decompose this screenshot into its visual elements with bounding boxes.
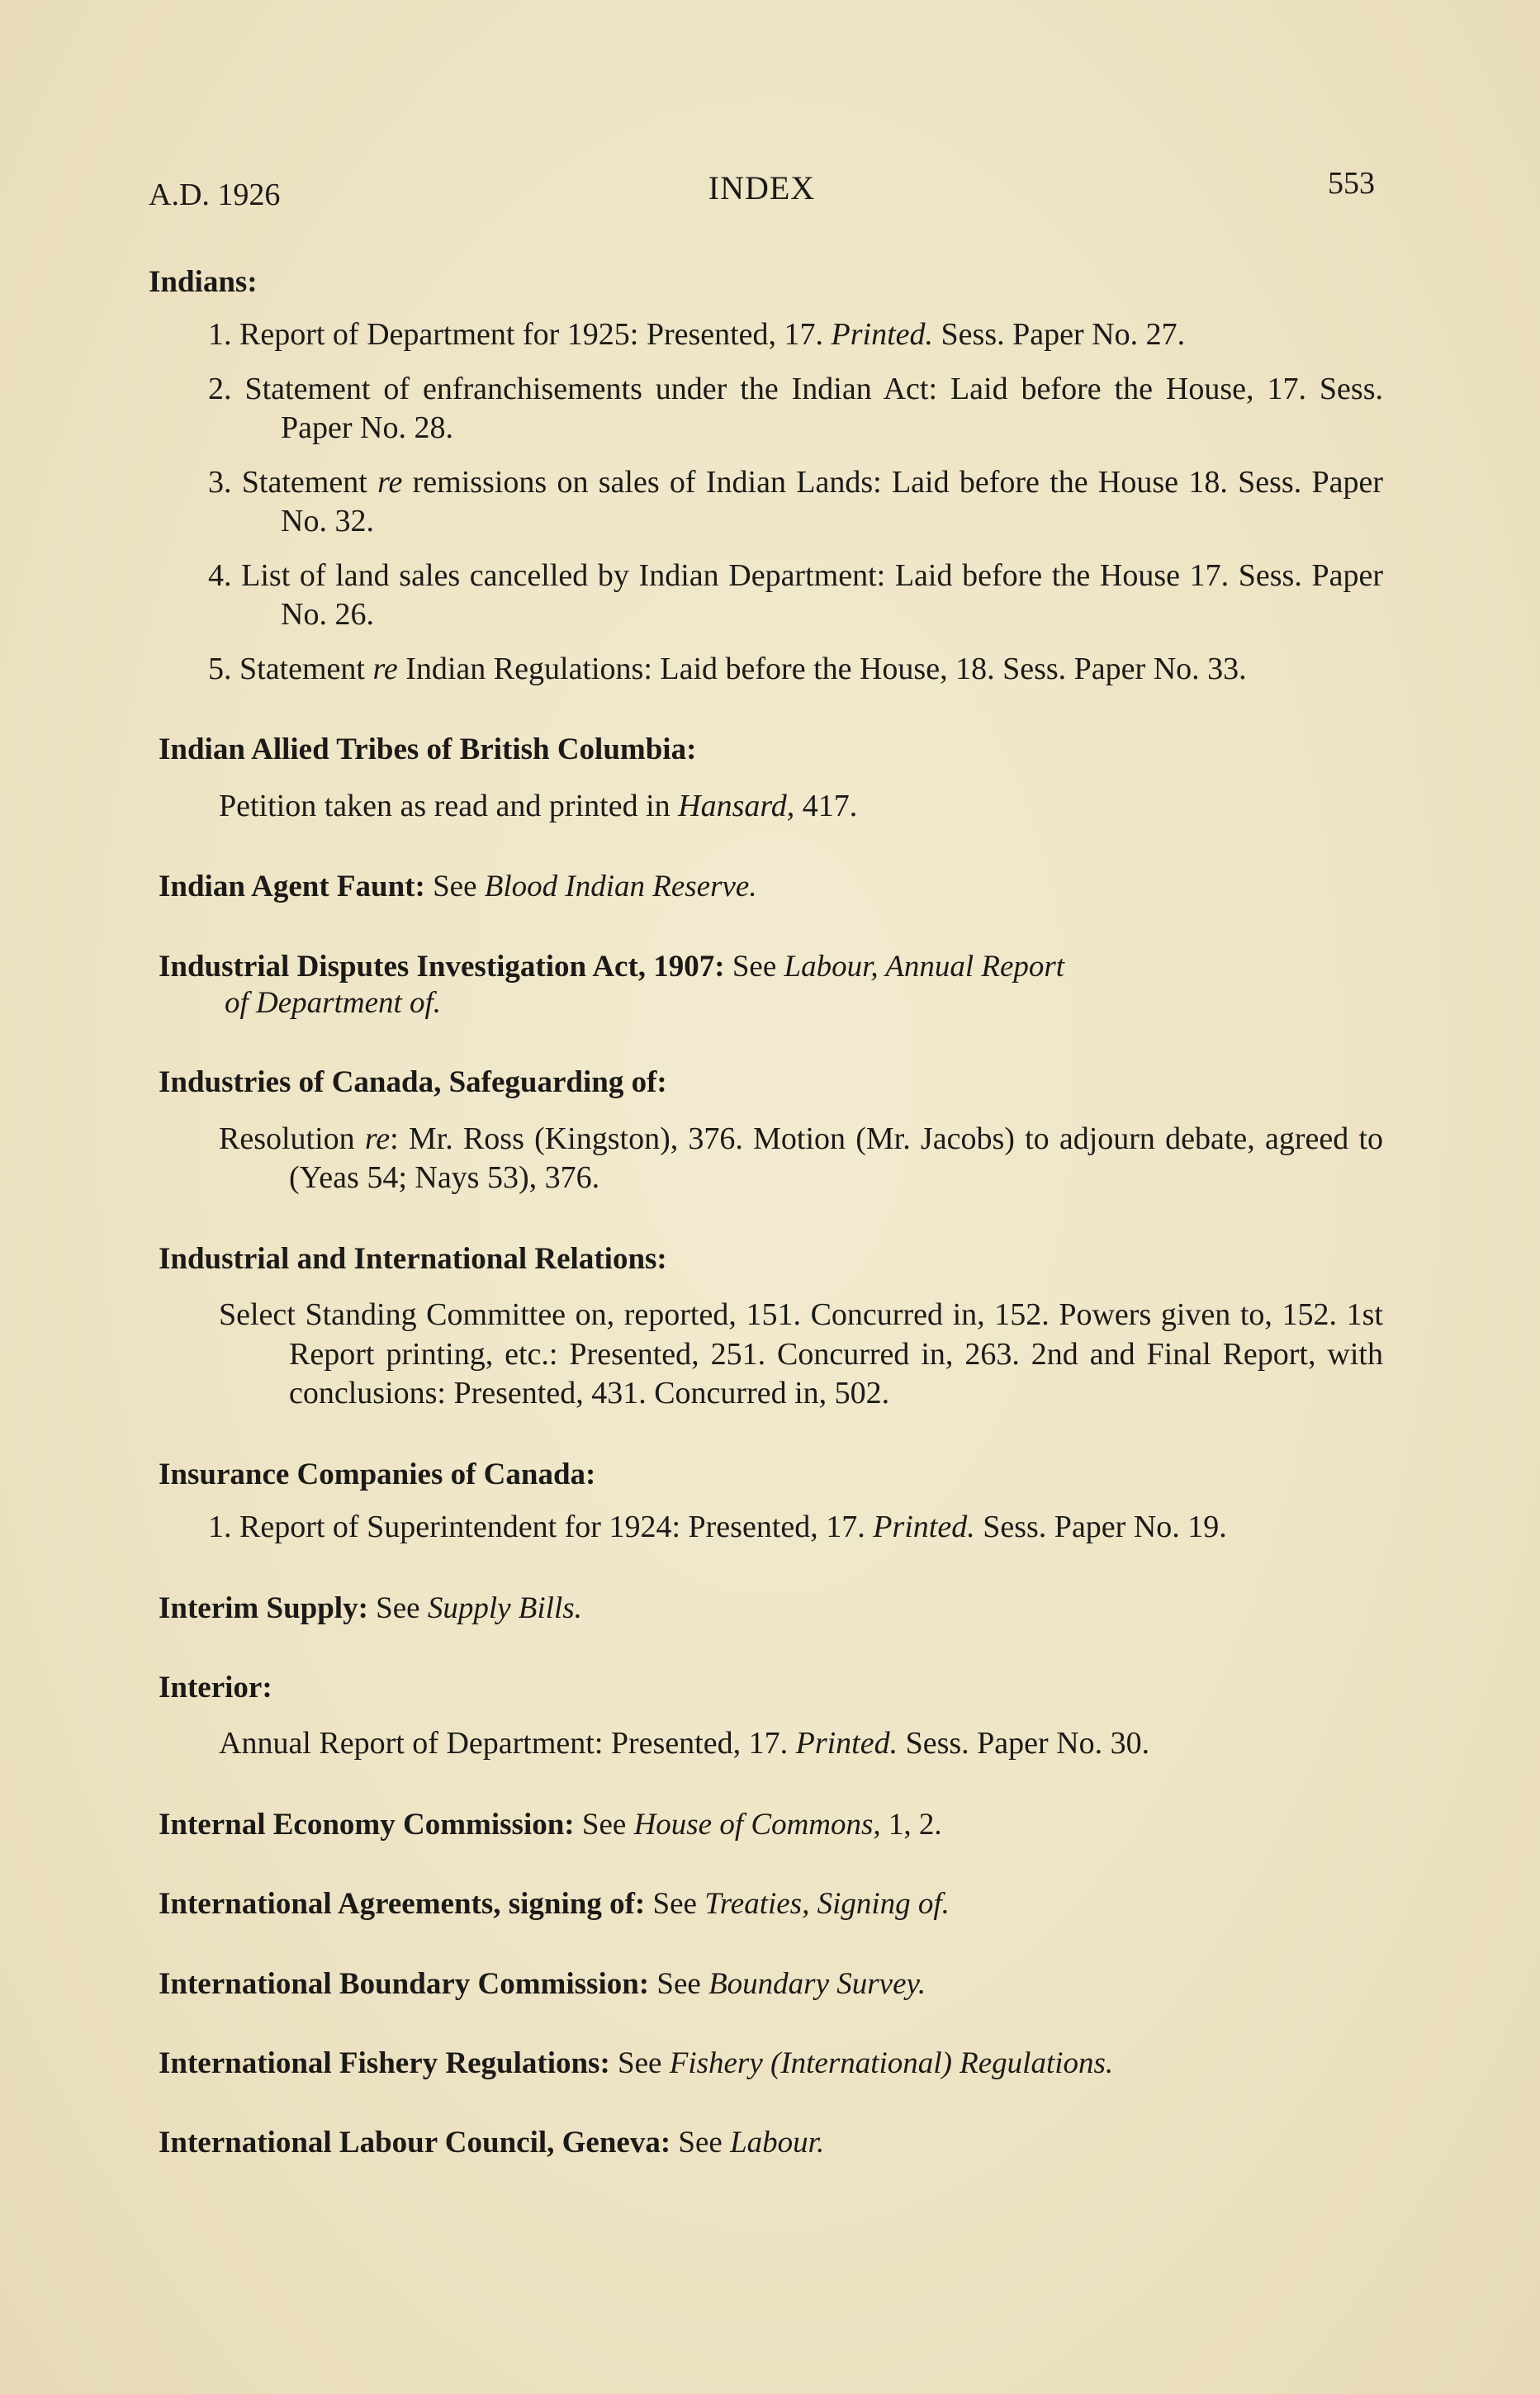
cross-reference: Treaties, Signing of. (704, 1887, 950, 1922)
see-label: See (678, 2126, 723, 2160)
heading-text: International Agreements, signing of: (159, 1887, 646, 1922)
heading-text: Indian Agent Faunt: (159, 870, 425, 904)
item-text: Report of Department for 1925: Presented, 17. (239, 317, 824, 353)
item-text: Sess. Paper No. 27. (941, 317, 1186, 353)
cross-reference: Fishery (International) Regulations. (669, 2046, 1114, 2081)
index-heading (149, 1966, 1383, 2003)
index-heading (149, 1807, 1383, 1843)
list-item (149, 1508, 1383, 1548)
item-text: remissions on sales of Indian Lands: Laid before the House 18. Sess. Paper No. 32. (281, 464, 1384, 539)
index-heading: Interior: (159, 1671, 272, 1705)
item-italic: Printed. (831, 317, 934, 353)
para-italic: re (364, 1121, 391, 1156)
index-item-list (149, 1508, 1383, 1548)
header-year: A.D. 1926 (149, 178, 281, 212)
heading-text: International Boundary Commission: (159, 1966, 650, 2001)
item-text: Statement (239, 651, 365, 686)
item-text: Indian Regulations: Laid before the House, 18. Sess. Paper No. 33. (405, 651, 1247, 686)
index-heading (149, 1590, 1383, 1627)
item-italic: Printed. (873, 1510, 975, 1545)
index-heading: Industrial and International Relations: (159, 1241, 667, 1276)
index-heading (149, 2046, 1383, 2082)
para-italic: Printed. (795, 1726, 898, 1761)
cross-reference: Labour, Annual Report (784, 949, 1065, 984)
para-text: : Mr. Ross (Kingston), 376. Motion (Mr. Jacobs) to adjourn debate, agreed to (Yeas 54; Nays 53), 376. (289, 1121, 1383, 1196)
item-italic: re (377, 464, 403, 500)
item-number: 5. (208, 651, 232, 686)
item-number: 1. (208, 1510, 232, 1545)
see-label: See (433, 870, 477, 904)
list-item (149, 315, 1383, 355)
index-heading (149, 1886, 1383, 1922)
see-label: See (376, 1590, 420, 1625)
index-heading (149, 2125, 1383, 2161)
heading-text: Industrial Disputes Investigation Act, 1907: (159, 949, 725, 984)
reference-pages: 1, 2. (888, 1807, 942, 1842)
heading-text: International Fishery Regulations: (159, 2046, 610, 2081)
index-paragraph (149, 1724, 1383, 1764)
para-text: Sess. Paper No. 30. (905, 1726, 1150, 1761)
see-label: See (656, 1966, 701, 2001)
index-heading: Indians: (149, 265, 258, 299)
item-text: Statement of enfranchisements under the Indian Act: Laid before the House, 17. Sess. Paper No. 28. (244, 371, 1383, 446)
item-number: 1. (208, 317, 232, 353)
index-entries (149, 264, 1383, 2162)
index-item-list (149, 315, 1383, 689)
header-title: INDEX (708, 169, 816, 206)
para-italic: Hansard, (678, 788, 795, 823)
index-heading (149, 949, 1383, 1022)
para-text: Resolution (219, 1121, 355, 1156)
see-label: See (652, 1887, 697, 1922)
index-paragraph (149, 1120, 1383, 1198)
para-text: 417. (802, 788, 858, 823)
index-heading: Industries of Canada, Safeguarding of: (159, 1065, 667, 1100)
see-label: See (581, 1807, 627, 1842)
page-number: 553 (1328, 166, 1375, 201)
item-number: 3. (208, 464, 232, 500)
item-text: List of land sales cancelled by Indian Department: Laid before the House 17. Sess. Paper No. 26. (241, 557, 1384, 633)
index-paragraph (149, 787, 1383, 827)
list-item (149, 557, 1383, 635)
list-item (149, 650, 1383, 690)
list-item (149, 370, 1383, 448)
heading-text: Interim Supply: (159, 1590, 368, 1625)
see-label: See (732, 949, 777, 984)
cross-reference: House of Commons, (633, 1807, 881, 1842)
running-head (149, 165, 1375, 215)
see-label: See (618, 2046, 662, 2081)
index-heading (149, 869, 1383, 905)
para-text: Petition taken as read and printed in (219, 788, 670, 823)
list-item (149, 463, 1383, 542)
para-text: Annual Report of Department: Presented, 17. (219, 1726, 789, 1761)
cross-reference: Boundary Survey. (708, 1966, 926, 2001)
cross-reference: Blood Indian Reserve. (484, 870, 757, 904)
heading-text: Internal Economy Commission: (159, 1807, 575, 1842)
cross-reference: Supply Bills. (427, 1590, 582, 1625)
item-italic: re (372, 651, 398, 686)
index-heading: Insurance Companies of Canada: (159, 1457, 596, 1491)
heading-text: International Labour Council, Geneva: (159, 2126, 671, 2160)
index-paragraph: Select Standing Committee on, reported, 151. Concurred in, 152. Powers given to, 152. 1st Report printing, etc.: Presented, 251. Concurred in, 263. 2nd and Final Report, with conclusions: Presented, 431. Concurred in, 502. (219, 1297, 1383, 1411)
item-text: Statement (241, 464, 367, 500)
cross-reference-continued: of Department of. (225, 986, 442, 1021)
item-text: Report of Superintendent for 1924: Presented, 17. (239, 1510, 865, 1545)
item-text: Sess. Paper No. 19. (983, 1510, 1227, 1545)
cross-reference: Labour. (730, 2126, 825, 2160)
item-number: 4. (208, 557, 232, 593)
index-heading: Indian Allied Tribes of British Columbia: (159, 732, 697, 767)
item-number: 2. (208, 371, 232, 406)
